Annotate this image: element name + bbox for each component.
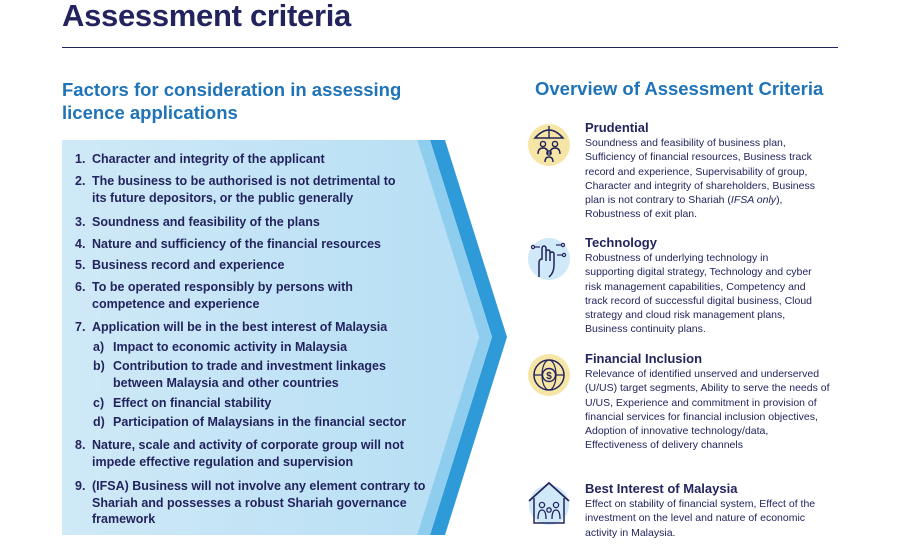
item-text: Soundness and feasibility of the plans: [92, 215, 320, 229]
overview-title: Financial Inclusion: [585, 351, 703, 366]
item-number: 8.: [75, 438, 86, 452]
item-text: Nature, scale and activity of corporate group will not impede effective regulation and supervision: [92, 438, 404, 469]
item-number: 3.: [75, 215, 86, 229]
umbrella-people-icon: [525, 120, 571, 166]
item-text: (IFSA) Business will not involve any element contrary to Shariah and possesses a robust Shariah governance framework: [92, 479, 426, 526]
item-number: 5.: [75, 258, 86, 272]
item-text: Business record and experience: [92, 258, 285, 272]
overview-body: Effect on stability of financial system, Effect of the investment on the level and nature of economic activity in Malaysia.: [585, 498, 816, 539]
globe-dollar-icon: [525, 351, 571, 397]
overview-body: Relevance of identified unserved and underserved (U/US) target segments, Ability to serve the needs of U/US, Experience and commitment in provision of financial services for financial inclusion objectives, Adoption of innovative technology/data, Effectiveness of delivery channels: [585, 368, 830, 452]
overview-title: Best Interest of Malaysia: [585, 481, 738, 496]
item-number: 1.: [75, 152, 86, 166]
svg-text:$: $: [546, 371, 552, 382]
item-text: Effect on financial stability: [113, 396, 272, 410]
factors-heading: Factors for consideration in assessing licence applications: [62, 79, 402, 123]
overview-title: Prudential: [585, 120, 649, 135]
overview-body: Robustness of underlying technology in supporting digital strategy, Technology and cyber risk management capabilities, Competency and track record of successful digital business, Cloud strategy and cloud risk management plans, Business continuity plans.: [585, 252, 813, 336]
item-number: 7.: [75, 320, 86, 334]
item-text: Participation of Malaysians in the financial sector: [113, 415, 407, 429]
item-letter: c): [93, 396, 105, 410]
item-number: 4.: [75, 237, 86, 251]
item-text: Contribution to trade and investment linkages between Malaysia and other countries: [113, 359, 386, 390]
item-text: Character and integrity of the applicant: [92, 152, 325, 166]
overview-title: Technology: [585, 235, 657, 250]
title-divider: [62, 47, 838, 48]
item-number: 6.: [75, 280, 86, 294]
item-number: 9.: [75, 479, 86, 493]
item-letter: b): [93, 359, 105, 373]
page-title: Assessment criteria: [62, 0, 351, 33]
house-family-icon: [525, 479, 571, 525]
item-letter: a): [93, 340, 105, 354]
overview-body: Soundness and feasibility of business plan, Sufficiency of financial resources, Business track record and experience, Supervisability of group, Character and integrity of shareholders, Business plan is not contrary to Shariah (IFSA only), Robustness of exit plan.: [585, 137, 815, 221]
item-number: 2.: [75, 174, 86, 188]
item-text: Application will be in the best interest of Malaysia: [92, 320, 388, 334]
overview-heading: Overview of Assessment Criteria: [535, 78, 824, 99]
item-letter: d): [93, 415, 105, 429]
item-text: The business to be authorised is not detrimental to its future depositors, or the public generally: [92, 174, 396, 205]
hand-circuit-icon: [525, 235, 571, 281]
item-text: Impact to economic activity in Malaysia: [113, 340, 348, 354]
item-text: Nature and sufficiency of the financial resources: [92, 237, 381, 251]
item-text: To be operated responsibly by persons with competence and experience: [92, 280, 353, 311]
